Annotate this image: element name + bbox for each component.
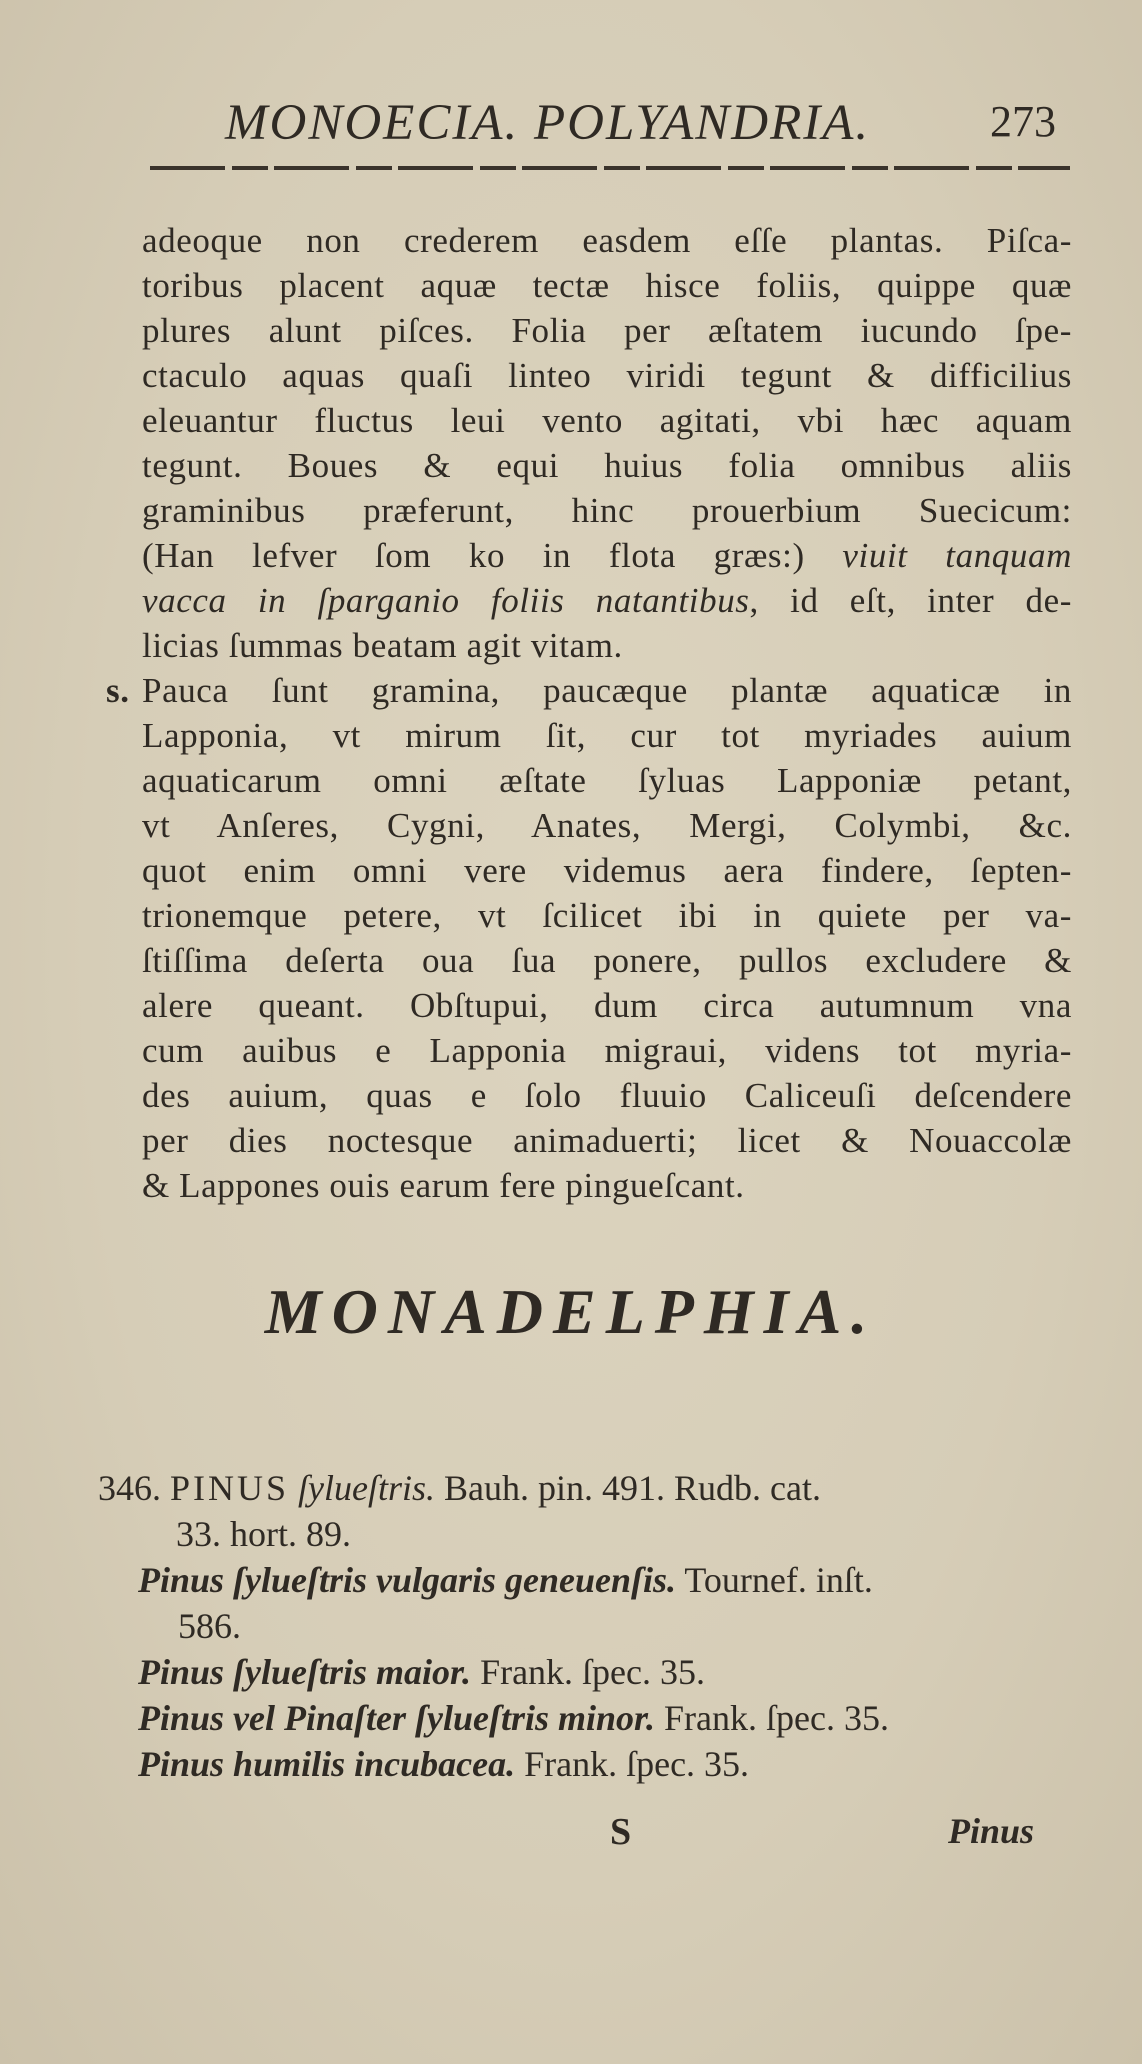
text-line [142, 533, 1072, 578]
synonym-name: Pinus ſylueſtris vulgaris geneuenſis. [138, 1560, 677, 1600]
synonym-reference-cont: 586. [178, 1606, 241, 1646]
text-line: adeoque non crederem easdem eſſe plantas. Piſca- [142, 221, 1072, 260]
text-line: Lapponia, vt mirum ſit, cur tot myriades auium [142, 716, 1072, 755]
synonym-name: Pinus vel Pinaſter ſylueſtris minor. [138, 1698, 656, 1738]
page-header [0, 95, 1142, 158]
paragraph-1 [142, 218, 1072, 668]
text-line: toribus placent aquæ tectæ hisce foliis, quippe quæ [142, 266, 1072, 305]
page-number: 273 [990, 97, 1056, 146]
species-entry [98, 1465, 1078, 1787]
text-line: graminibus præferunt, hinc prouerbium Suecicum: [142, 491, 1072, 530]
catchword: Pinus [948, 1811, 1035, 1851]
text-line: quot enim omni vere videmus aera findere, ſepten- [142, 851, 1072, 890]
text-line [142, 578, 1072, 623]
text-line: vt Anſeres, Cygni, Anates, Mergi, Colymbi, &c. [142, 806, 1072, 845]
text-line: aquaticarum omni æſtate ſyluas Lapponiæ petant, [142, 761, 1072, 800]
synonym-reference: Frank. ſpec. 35. [515, 1744, 750, 1784]
paragraph-marker: s. [106, 671, 130, 710]
text-line: ſtiſſima deſerta oua ſua ponere, pullos excludere & [142, 941, 1072, 980]
text-line: ctaculo aquas quaſi linteo viridi tegunt & difficilius [142, 356, 1072, 395]
entry-headline [98, 1465, 1078, 1511]
running-head: MONOECIA. POLYANDRIA. [225, 95, 871, 151]
synonym-line [98, 1695, 1078, 1741]
synonym-line [98, 1741, 1078, 1787]
text-line: & Lappones ouis earum fere pingueſcant. [142, 1166, 745, 1205]
text-line: licias ſummas beatam agit vitam. [142, 626, 623, 665]
text-line: cum auibus e Lapponia migraui, videns tot myria- [142, 1031, 1072, 1070]
synonym-reference: Frank. ſpec. 35. [655, 1698, 889, 1738]
latin-translation-cont: vacca in ſparganio foliis natantibus [142, 581, 750, 620]
body-text [106, 218, 1073, 1208]
synonym-line [98, 1649, 1078, 1695]
text-fragment: , id eſt, inter de- [749, 581, 1073, 620]
text-line: Pauca ſunt gramina, paucæque plantæ aquaticæ in [142, 671, 1072, 710]
text-line: tegunt. Boues & equi huius folia omnibus aliis [142, 446, 1072, 485]
text-line: plures alunt piſces. Folia per æſtatem iucundo ſpe- [142, 311, 1072, 350]
text-line: eleuantur fluctus leui vento agitati, vbi hæc aquam [142, 401, 1072, 440]
entry-reference-cont: 33. hort. 89. [176, 1514, 351, 1554]
synonym-name: Pinus humilis incubacea. [138, 1744, 516, 1784]
header-rule [150, 166, 1070, 170]
latin-translation: viuit tanquam [842, 536, 1072, 575]
entry-genus: PINUS [170, 1468, 290, 1508]
entry-number: 346. [98, 1468, 161, 1508]
synonym-reference: Tournef. inſt. [676, 1560, 873, 1600]
text-line: trionemque petere, vt ſcilicet ibi in quiete per va- [142, 896, 1072, 935]
text-line: per dies noctesque animaduerti; licet & Nouaccolæ [142, 1121, 1072, 1160]
synonym-name: Pinus ſylueſtris maior. [138, 1652, 472, 1692]
paragraph-2 [106, 668, 1072, 1208]
text-line: des auium, quas e ſolo fluuio Caliceuſi deſcendere [142, 1076, 1072, 1115]
text-line: alere queant. Obſtupui, dum circa autumnum vna [142, 986, 1072, 1025]
synonym-reference: Frank. ſpec. 35. [471, 1652, 706, 1692]
page-footer [0, 1810, 1142, 1860]
entry-reference: Bauh. pin. 491. Rudb. cat. [444, 1468, 821, 1508]
signature-mark: S [610, 1811, 632, 1853]
entry-species: ſylueſtris. [298, 1468, 436, 1508]
swedish-proverb: (Han lefver ſom ko in flota græs:) [142, 536, 843, 575]
section-title: MONADELPHIA. [264, 1276, 878, 1347]
synonym-line [98, 1557, 1078, 1603]
